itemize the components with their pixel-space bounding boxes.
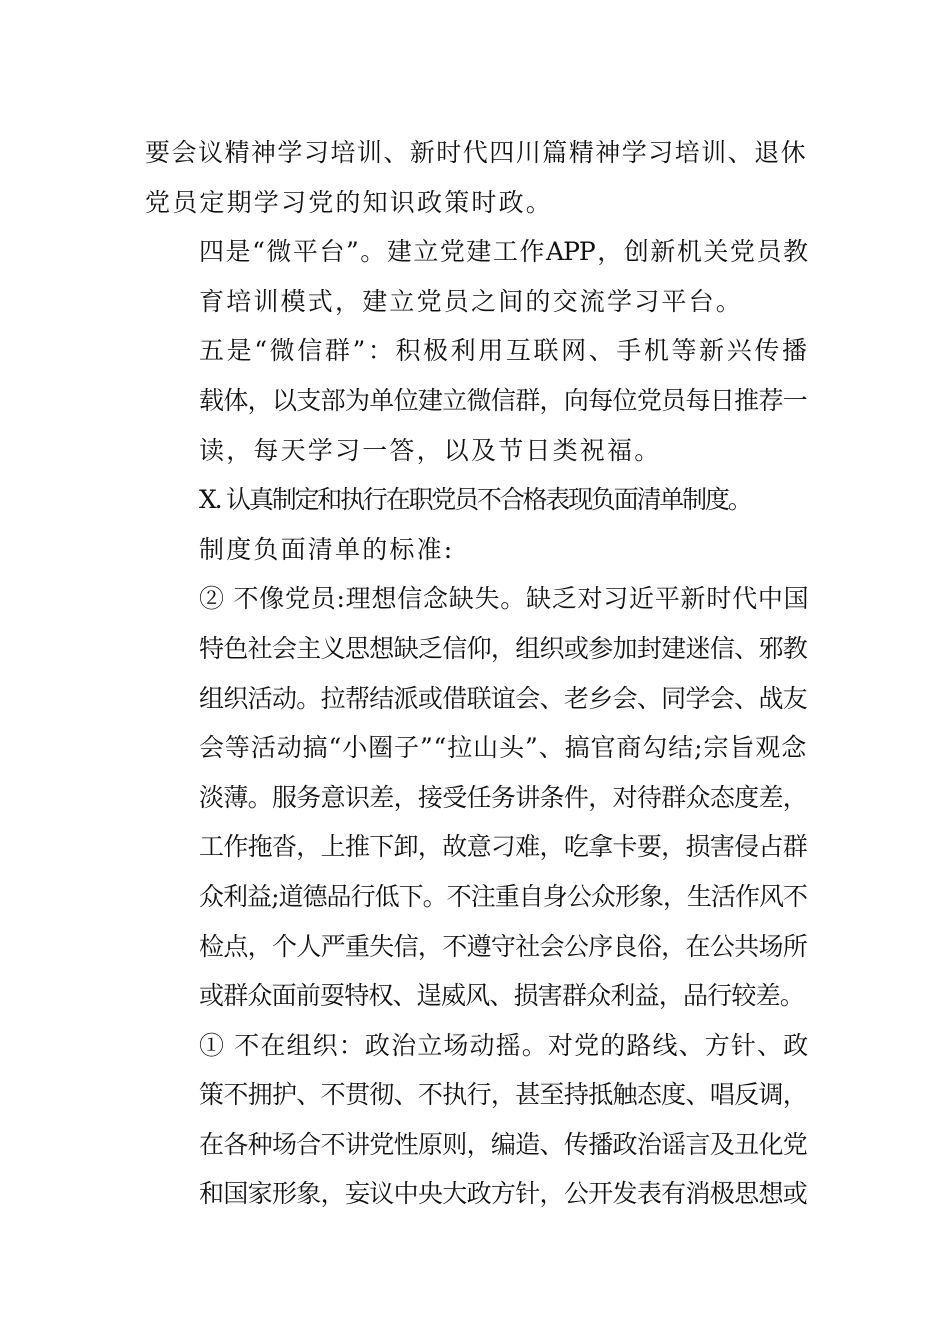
- text-line: 策不拥护、不贯彻、不执行，甚至持抵触态度、唱反调，: [199, 1080, 807, 1110]
- text-line: 和国家形象，妄议中央大政方针，公开发表有消极思想或: [199, 1179, 807, 1209]
- paragraph: [145, 326, 807, 475]
- paragraph: [145, 574, 807, 1020]
- text-line: 育培训模式，建立党员之间的交流学习平台。: [199, 286, 744, 316]
- text-line: 或群众面前耍特权、逞威风、损害群众利益，品行较差。: [199, 981, 805, 1011]
- text-line: 在各种场合不讲党性原则，编造、传播政治谣言及丑化党: [199, 1129, 807, 1159]
- paragraph: [145, 227, 807, 326]
- text-line: 四是“微平台”。建立党建工作APP，创新机关党员教: [199, 237, 807, 267]
- text-line: 要会议精神学习培训、新时代四川篇精神学习培训、退休: [145, 138, 807, 167]
- text-line: 读，每天学习一答，以及节日类祝福。: [199, 435, 662, 465]
- paragraph: [145, 128, 807, 227]
- text-line: X. 认真制定和执行在职党员不合格表现负面清单制度。: [199, 485, 751, 515]
- document-body: [145, 128, 807, 1219]
- text-line: 制度负面清单的标准:: [199, 534, 455, 564]
- paragraph: [145, 1021, 807, 1219]
- paragraph: [145, 525, 807, 575]
- text-line: ② 不像党员:理想信念缺失。缺乏对习近平新时代中国: [199, 584, 807, 614]
- text-line: 五是“微信群”：积极利用互联网、手机等新兴传播: [199, 336, 807, 366]
- text-line: 组织活动。拉帮结派或借联谊会、老乡会、同学会、战友: [199, 683, 807, 713]
- text-line: 会等活动搞“小圈子”“拉山头”、搞官商勾结;宗旨观念: [199, 733, 807, 763]
- text-line: 检点，个人严重失信，不遵守社会公序良俗，在公共场所: [199, 931, 807, 961]
- text-line: 载体，以支部为单位建立微信群，向每位党员每日推荐一: [199, 385, 807, 415]
- paragraph: [145, 475, 807, 525]
- text-line: ① 不在组织：政治立场动摇。对党的路线、方针、政: [199, 1030, 807, 1060]
- text-line: 工作拖沓，上推下卸，故意刁难，吃拿卡要，损害侵占群: [199, 832, 807, 862]
- text-line: 特色社会主义思想缺乏信仰，组织或参加封建迷信、邪教: [199, 633, 807, 663]
- text-line: 淡薄。服务意识差，接受任务讲条件，对待群众态度差，: [199, 782, 807, 812]
- text-line: 众利益;道德品行低下。不注重自身公众形象，生活作风不: [199, 881, 807, 911]
- text-line: 党员定期学习党的知识政策时政。: [145, 187, 554, 217]
